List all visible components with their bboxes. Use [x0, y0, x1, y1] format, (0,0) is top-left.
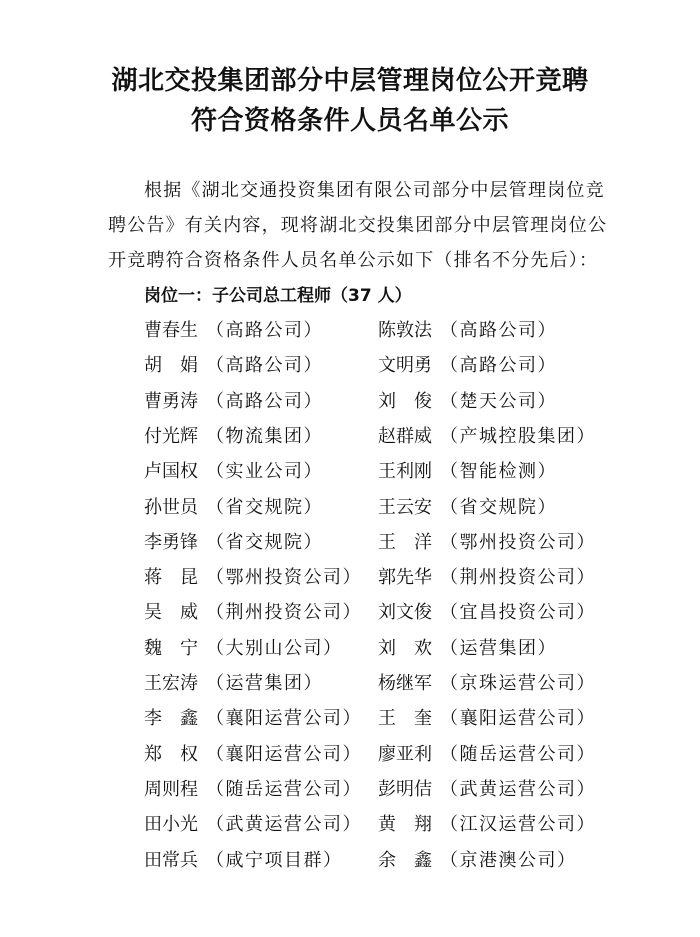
candidate-unit: （高路公司） [440, 355, 557, 376]
candidate-name: 周则程 [144, 779, 198, 800]
candidate-name: 刘文俊 [378, 602, 432, 623]
candidate-name: 文明勇 [378, 355, 432, 376]
candidate-item [144, 355, 323, 377]
candidate-unit: （省交规院） [206, 532, 323, 553]
candidate-name: 郑 权 [144, 744, 198, 765]
candidate-item [144, 708, 362, 730]
candidate-name: 王利刚 [378, 461, 432, 482]
candidate-unit: （省交规院） [440, 497, 557, 518]
candidate-item [144, 673, 323, 695]
candidate-name: 卢国权 [144, 461, 198, 482]
candidate-item [378, 320, 557, 342]
candidate-name: 吴 威 [144, 602, 198, 623]
candidate-item [378, 602, 596, 624]
candidate-name: 刘 欢 [378, 638, 432, 659]
candidate-unit: （随岳运营公司） [440, 744, 596, 765]
candidate-name: 陈敦法 [378, 320, 432, 341]
candidate-item [378, 532, 596, 554]
candidate-unit: （高路公司） [206, 391, 323, 412]
candidate-unit: （宜昌投资公司） [440, 602, 596, 623]
candidate-unit: （武黄运营公司） [440, 779, 596, 800]
candidate-unit: （实业公司） [206, 461, 323, 482]
candidate-name: 王 洋 [378, 532, 432, 553]
candidate-unit: （京港澳公司） [440, 850, 577, 871]
candidate-name: 魏 宁 [144, 638, 198, 659]
candidate-item [144, 461, 323, 483]
candidate-name: 余 鑫 [378, 850, 432, 871]
candidate-item [378, 426, 596, 448]
candidate-name: 彭明佶 [378, 779, 432, 800]
candidate-item [144, 497, 323, 519]
candidate-name: 赵群威 [378, 426, 432, 447]
candidate-item [144, 426, 323, 448]
candidate-unit: （荆州投资公司） [206, 602, 362, 623]
candidate-unit: （鄂州投资公司） [206, 567, 362, 588]
intro-paragraph-line-2: 聘公告》有关内容，现将湖北交投集团部分中层管理岗位公 [108, 215, 608, 236]
intro-paragraph-line-1: 根据《湖北交通投资集团有限公司部分中层管理岗位竞 [144, 180, 605, 201]
candidate-name: 王 奎 [378, 708, 432, 729]
candidate-name: 郭先华 [378, 567, 432, 588]
candidate-unit: （咸宁项目群） [206, 850, 343, 871]
candidate-unit: （襄阳运营公司） [206, 708, 362, 729]
candidate-item [378, 638, 557, 660]
candidate-unit: （江汉运营公司） [440, 814, 596, 835]
candidate-item [378, 497, 557, 519]
candidate-unit: （智能检测） [440, 461, 557, 482]
candidate-unit: （高路公司） [206, 355, 323, 376]
candidate-unit: （运营集团） [206, 673, 323, 694]
candidate-unit: （京珠运营公司） [440, 673, 596, 694]
candidate-unit: （省交规院） [206, 497, 323, 518]
candidate-name: 李勇锋 [144, 532, 198, 553]
candidate-item [378, 744, 596, 766]
candidate-name: 付光辉 [144, 426, 198, 447]
candidate-item [144, 814, 362, 836]
candidate-name: 杨继军 [378, 673, 432, 694]
candidate-item [378, 779, 596, 801]
position-heading: 岗位一：子公司总工程师（37 人） [144, 286, 412, 306]
candidate-unit: （随岳运营公司） [206, 779, 362, 800]
document-title-line-2: 符合资格条件人员名单公示 [190, 106, 509, 136]
candidate-name: 黄 翔 [378, 814, 432, 835]
candidate-name: 蒋 昆 [144, 567, 198, 588]
candidate-unit: （襄阳运营公司） [440, 708, 596, 729]
candidate-item [378, 461, 557, 483]
candidate-item [144, 744, 362, 766]
candidate-name: 王宏涛 [144, 673, 198, 694]
candidate-item [378, 567, 596, 589]
candidate-name: 廖亚利 [378, 744, 432, 765]
candidate-unit: （武黄运营公司） [206, 814, 362, 835]
candidate-unit: （高路公司） [206, 320, 323, 341]
candidate-unit: （物流集团） [206, 426, 323, 447]
candidate-name: 曹春生 [144, 320, 198, 341]
candidate-item [378, 391, 557, 413]
candidate-unit: （襄阳运营公司） [206, 744, 362, 765]
candidate-item [378, 355, 557, 377]
candidate-item [144, 391, 323, 413]
candidate-item [144, 532, 323, 554]
candidate-name: 刘 俊 [378, 391, 432, 412]
candidate-item [378, 850, 577, 872]
candidate-unit: （鄂州投资公司） [440, 532, 596, 553]
candidate-item [378, 814, 596, 836]
candidate-unit: （高路公司） [440, 320, 557, 341]
candidate-item [144, 320, 323, 342]
candidate-unit: （运营集团） [440, 638, 557, 659]
candidate-unit: （产城控股集团） [440, 426, 596, 447]
intro-paragraph-line-3: 开竞聘符合资格条件人员名单公示如下（排名不分先后）： [108, 250, 599, 271]
candidate-item [144, 850, 343, 872]
candidate-name: 曹勇涛 [144, 391, 198, 412]
candidate-unit: （楚天公司） [440, 391, 557, 412]
candidate-item [378, 673, 596, 695]
candidate-item [144, 638, 343, 660]
candidate-name: 王云安 [378, 497, 432, 518]
document-title-line-1: 湖北交投集团部分中层管理岗位公开竞聘 [111, 66, 589, 96]
candidate-unit: （荆州投资公司） [440, 567, 596, 588]
candidate-name: 李 鑫 [144, 708, 198, 729]
candidate-item [144, 602, 362, 624]
candidate-item [378, 708, 596, 730]
candidate-name: 胡 娟 [144, 355, 198, 376]
candidate-item [144, 779, 362, 801]
candidate-name: 田常兵 [144, 850, 198, 871]
candidate-name: 孙世员 [144, 497, 198, 518]
candidate-name: 田小光 [144, 814, 198, 835]
candidate-unit: （大别山公司） [206, 638, 343, 659]
candidate-item [144, 567, 362, 589]
